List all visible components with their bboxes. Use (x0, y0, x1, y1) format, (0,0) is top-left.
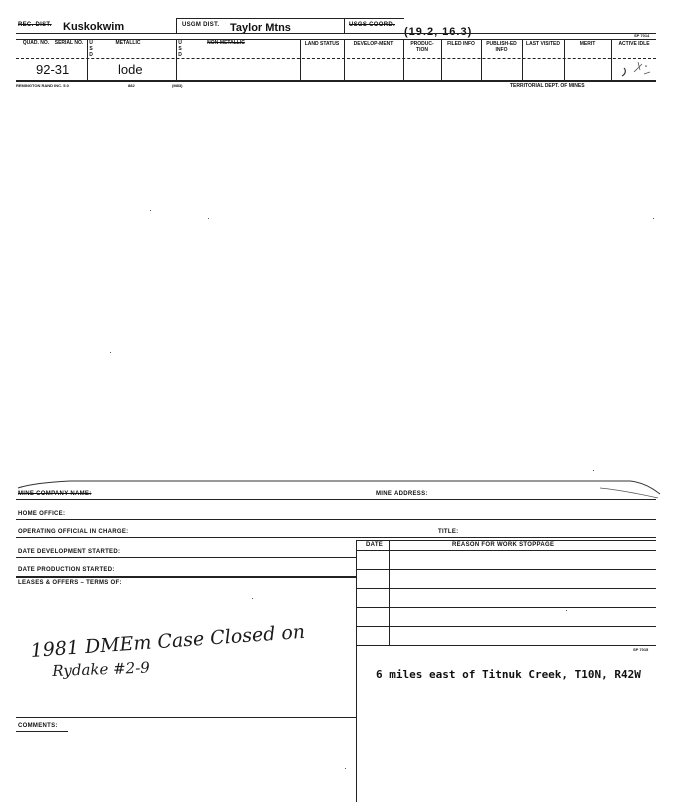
col-nonmetallic-flag: U S D (178, 40, 182, 58)
footer-right: TERRITORIAL DEPT. OF MINES (510, 83, 585, 89)
usgs-coord-value: (19.2, 16.3) (404, 26, 473, 38)
col-metallic-flag: U S D (89, 40, 93, 58)
col-land-status: LAND STATUS (304, 41, 340, 47)
operating-official-label: OPERATING OFFICIAL IN CHARGE: (18, 529, 129, 535)
handwritten-note-line2: Rydake #2-9 (52, 658, 151, 680)
col-published-info: PUBLISH-ED INFO (486, 41, 517, 53)
date-prod-label: DATE PRODUCTION STARTED: (18, 567, 115, 573)
usgm-dist-value: Taylor Mtns (230, 22, 291, 34)
form-number-bottom: SP 7015 (633, 647, 649, 652)
mine-company-label: MINE COMPANY NAME: (18, 491, 92, 497)
col-active-idle: ACTIVE IDLE (618, 41, 650, 47)
col-metallic: METALLIC (115, 40, 141, 46)
col-serial-no: SERIAL NO. (54, 40, 84, 46)
leases-label: LEASES & OFFERS – TERMS OF: (18, 580, 122, 586)
comments-label: COMMENTS: (18, 723, 58, 729)
col-development: DEVELOP-MENT (353, 41, 394, 47)
quad-serial-value: 92-31 (36, 62, 70, 77)
footer-mid2: (M83) (172, 83, 183, 88)
card-edge (10, 474, 670, 500)
rec-dist-label: REC. DIST. (18, 22, 52, 28)
pencil-mark-icon (616, 58, 656, 82)
usgs-coord-label: USGS COORD. (349, 22, 395, 28)
date-dev-label: DATE DEVELOPMENT STARTED: (18, 549, 121, 555)
col-filed-info: FILED INFO (447, 41, 475, 47)
footer-left: REMINGTON RAND INC. 5.0 (16, 83, 69, 88)
col-quad-no: QUAD. NO. (22, 40, 50, 46)
location-note: 6 miles east of Titnuk Creek, T10N, R42W (376, 668, 641, 681)
usgm-dist-label: USGM DIST. (182, 22, 220, 28)
col-merit: MERIT (579, 41, 596, 47)
handwritten-note-line1: 1981 DMEm Case Closed on (30, 620, 306, 662)
col-nonmetallic: NON-METALLIC (207, 40, 245, 46)
title-label: TITLE: (438, 529, 459, 535)
mine-address-label: MINE ADDRESS: (376, 491, 428, 497)
date-col-label: DATE (366, 542, 384, 548)
col-production: PRODUC-TION (410, 41, 434, 53)
footer-mid1: 882 (128, 83, 135, 88)
home-office-label: HOME OFFICE: (18, 511, 66, 517)
reason-col-label: REASON FOR WORK STOPPAGE (452, 542, 555, 548)
metallic-value: lode (118, 62, 143, 77)
rec-dist-value: Kuskokwim (63, 21, 125, 33)
col-last-visited: LAST VISITED (526, 41, 560, 47)
form-number-top: SP 7014 (634, 33, 650, 38)
